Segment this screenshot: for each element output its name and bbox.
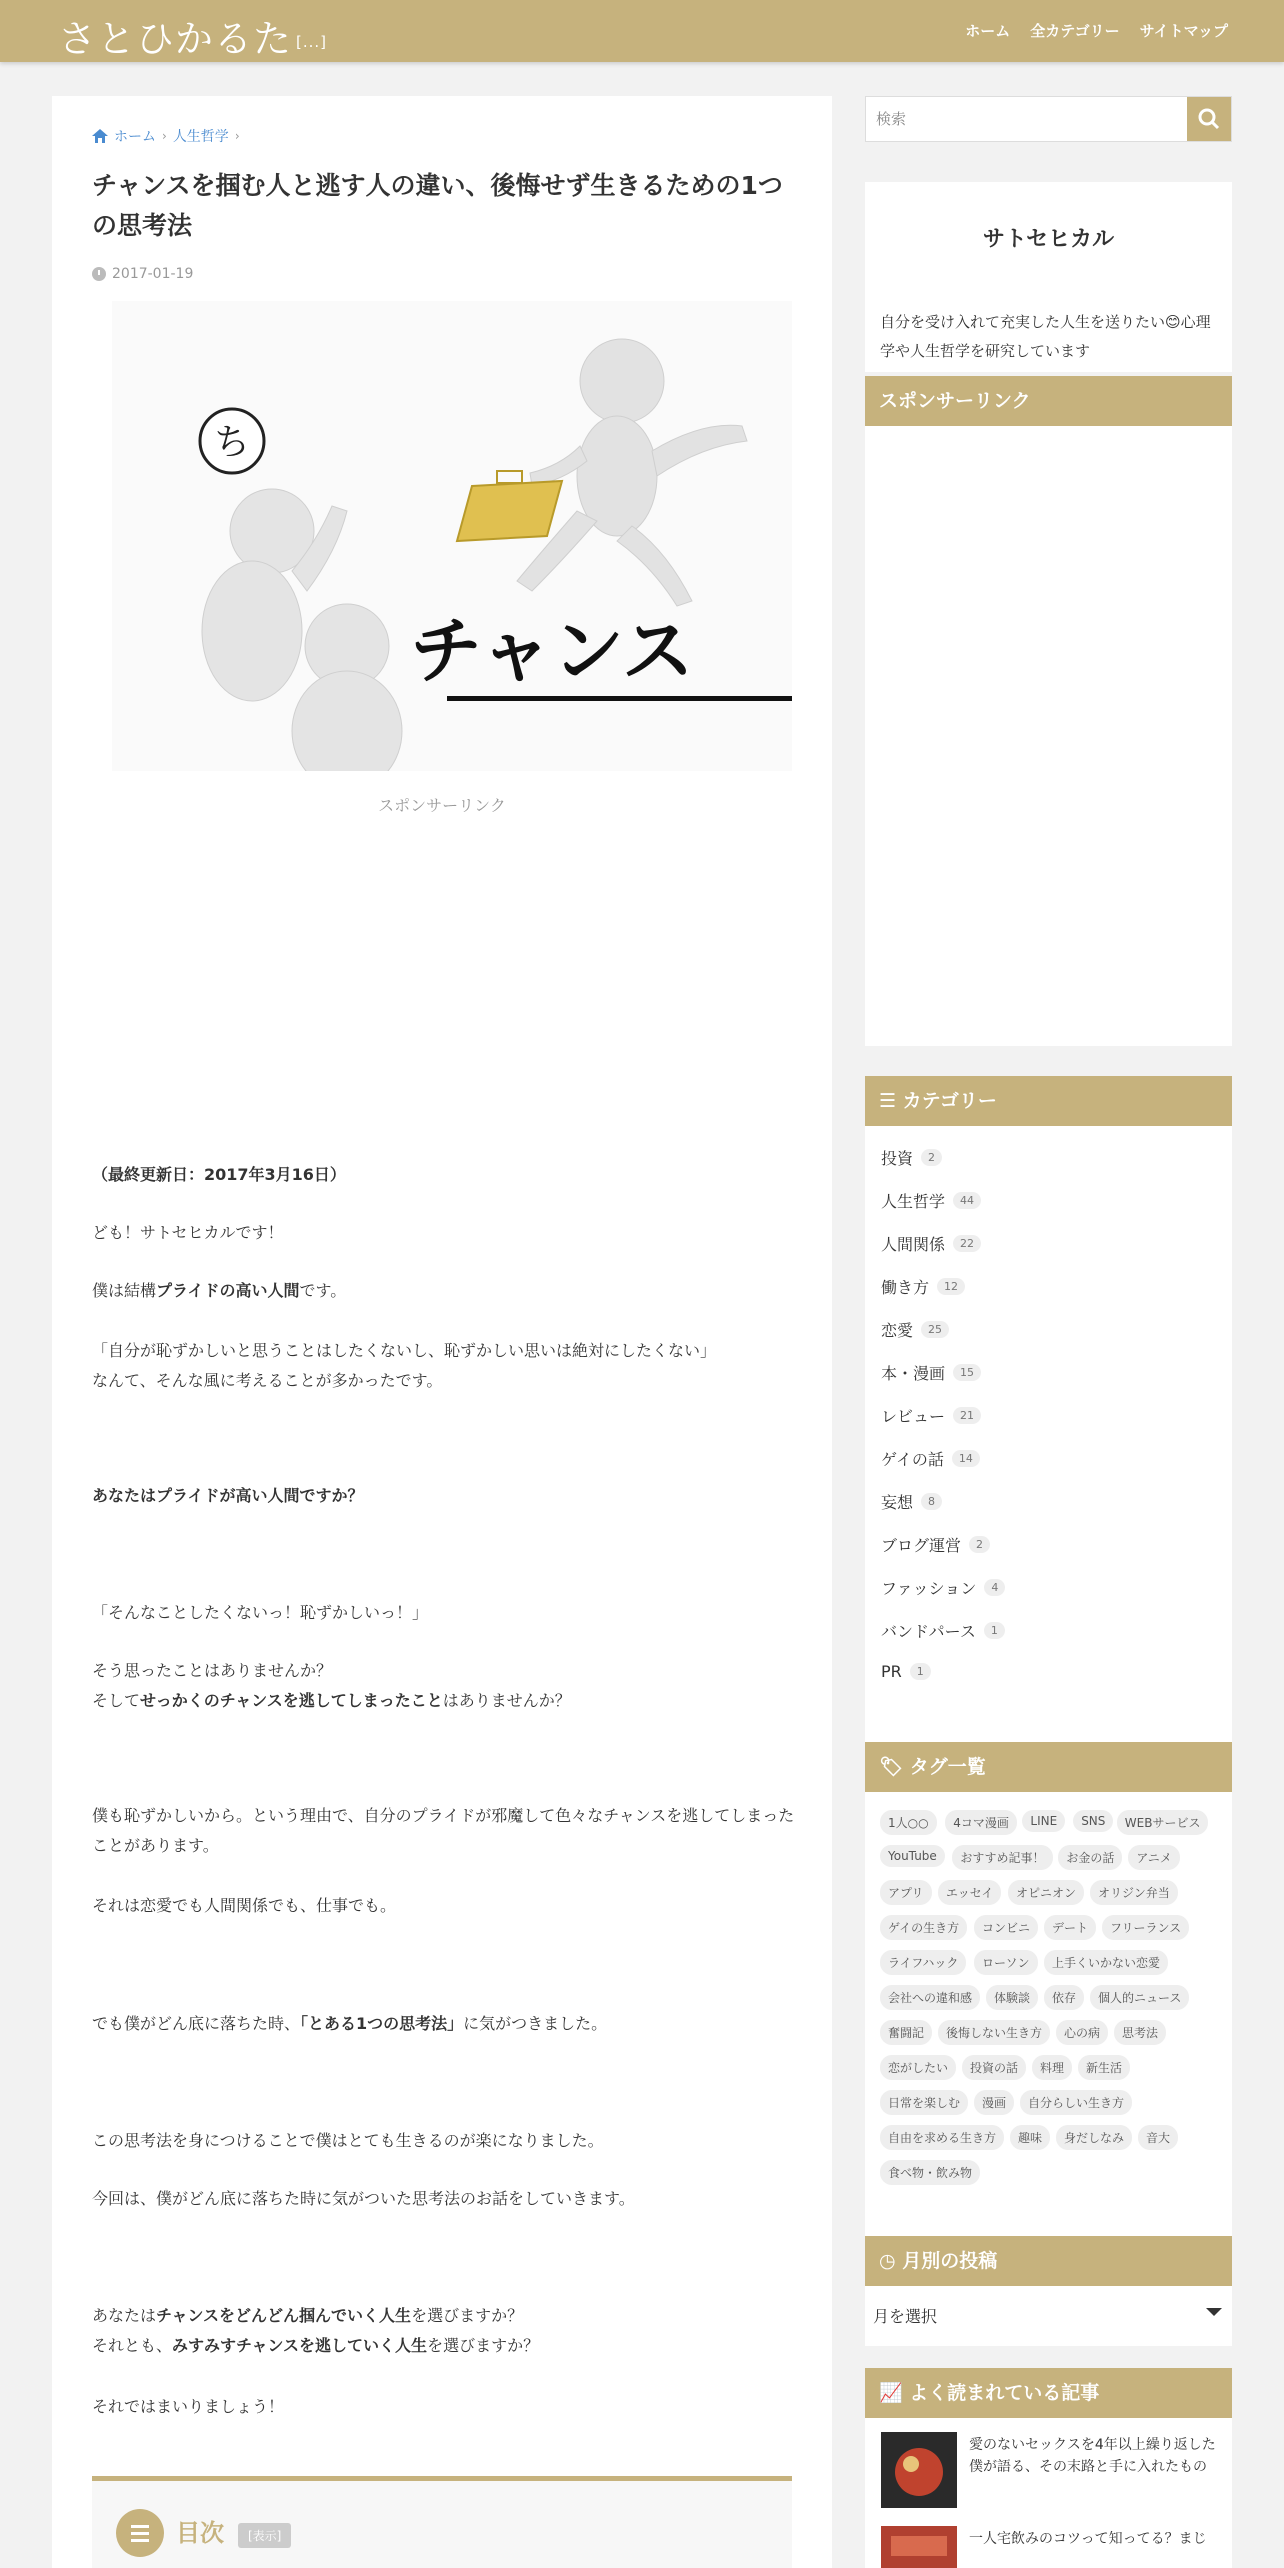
paragraph: 「自分が恥ずかしいと思うことはしたくないし、恥ずかしい思いは絶対にしたくない」 なんて、そんな風に考えることが多かったです。 xyxy=(92,1341,717,1391)
site-title[interactable] xyxy=(58,8,327,63)
tag-heading: 🏷 タグ一覧 xyxy=(865,1742,1232,1792)
search-input[interactable] xyxy=(866,97,1186,141)
updated-date: （最終更新日：2017年3月16日） xyxy=(92,1165,346,1184)
tag-item[interactable]: 4コマ漫画 xyxy=(945,1810,1017,1835)
svg-text:ち: ち xyxy=(213,422,251,463)
tag-item[interactable]: 個人的ニュース xyxy=(1090,1985,1189,2010)
search-icon xyxy=(1187,97,1231,141)
category-count: 2 xyxy=(921,1149,942,1166)
tag-item[interactable]: 恋がしたい xyxy=(880,2055,956,2080)
chevron-down-icon[interactable] xyxy=(1206,2308,1222,2316)
tag-item[interactable]: 心の病 xyxy=(1056,2020,1108,2045)
sponsor-heading: スポンサーリンク xyxy=(865,376,1232,426)
tag-item[interactable]: アニメ xyxy=(1128,1845,1179,1870)
category-name[interactable]: 恋愛 xyxy=(881,1321,914,1340)
category-name[interactable]: 人生哲学 xyxy=(881,1192,946,1211)
category-count: 12 xyxy=(937,1278,965,1295)
tag-item[interactable]: 上手くいかない恋愛 xyxy=(1044,1950,1168,1975)
profile-name: サトセヒカル xyxy=(982,227,1115,252)
tag-item[interactable]: 身だしなみ xyxy=(1056,2125,1132,2150)
category-count: 22 xyxy=(953,1235,981,1252)
tag-item[interactable]: 趣味 xyxy=(1010,2125,1050,2150)
tag-item[interactable]: 漫画 xyxy=(974,2090,1014,2115)
category-name[interactable]: バンドパース xyxy=(881,1622,976,1641)
tag-item[interactable]: 思考法 xyxy=(1114,2020,1166,2045)
category-item[interactable] xyxy=(881,1619,1005,1642)
popular-title[interactable]: 一人宅飲みのコツって知ってる？まじ xyxy=(969,2531,1207,2547)
category-name[interactable]: 働き方 xyxy=(881,1278,930,1297)
category-count: 8 xyxy=(921,1493,942,1510)
paragraph: この思考法を身につけることで僕はとても生きるのが楽になりました。 xyxy=(92,2131,604,2150)
tag-item[interactable]: 1人○○ xyxy=(880,1810,937,1835)
paragraph: 僕も恥ずかしいから。という理由で、自分のプライドが邪魔して色々なチャンスを逃してしまったことがあります。 xyxy=(92,1806,795,1856)
question-heading: あなたはプライドが高い人間ですか？ xyxy=(92,1486,364,1505)
nav-home[interactable]: ホーム xyxy=(965,22,1011,40)
home-icon xyxy=(92,129,108,143)
tag-item[interactable]: SNS xyxy=(1073,1810,1113,1832)
month-select[interactable]: 月を選択 xyxy=(873,2307,938,2326)
tag-item[interactable]: 体験談 xyxy=(986,1985,1038,2010)
tag-item[interactable]: 日常を楽しむ xyxy=(880,2090,968,2115)
tag-item[interactable]: 食べ物・飲み物 xyxy=(880,2160,980,2185)
category-item[interactable] xyxy=(881,1232,981,1255)
paragraph: そう思ったことはありませんか？ そしてせっかくのチャンスを逃してしまったことはありませんか？ xyxy=(92,1661,571,1711)
category-count: 4 xyxy=(984,1579,1005,1596)
paragraph: でも僕がどん底に落ちた時、「とある1つの思考法」に気がつきました。 xyxy=(92,2014,608,2033)
category-item[interactable] xyxy=(881,1490,942,1513)
tag-item[interactable]: 音大 xyxy=(1138,2125,1178,2150)
main-article xyxy=(52,96,832,2568)
ad-label: スポンサーリンク xyxy=(378,796,506,815)
site-header xyxy=(0,0,1284,62)
tag-item[interactable]: ローソン xyxy=(974,1950,1038,1975)
post-title: チャンスを掴む人と逃す人の違い、後悔せず生きるための1つの思考法 xyxy=(92,171,783,240)
tag-item[interactable]: ライフハック xyxy=(880,1950,966,1975)
breadcrumb-category[interactable]: 人生哲学 xyxy=(172,129,229,145)
search-form xyxy=(865,96,1232,142)
category-name[interactable]: レビュー xyxy=(881,1407,946,1426)
tag-item[interactable]: コンビニ xyxy=(974,1915,1038,1940)
category-item[interactable] xyxy=(881,1361,981,1384)
category-name[interactable]: ファッション xyxy=(881,1579,977,1598)
tags-icon: 🏷 xyxy=(879,1756,910,1778)
table-of-contents xyxy=(92,2476,792,2568)
tag-item[interactable]: YouTube xyxy=(880,1845,945,1867)
category-item[interactable] xyxy=(881,1404,981,1427)
site-title-deco: [...] xyxy=(296,32,328,51)
tag-item[interactable]: 自由を求める生き方 xyxy=(880,2125,1004,2150)
sponsor-ad-area xyxy=(865,426,1232,1046)
chi-badge xyxy=(200,409,264,473)
global-nav xyxy=(965,20,1228,41)
category-item[interactable] xyxy=(881,1576,1005,1599)
nav-all-categories[interactable]: 全カテゴリー xyxy=(1030,22,1120,40)
breadcrumb-home[interactable]: ホーム xyxy=(114,129,156,145)
category-name[interactable]: ゲイの話 xyxy=(881,1450,944,1469)
chance-text: チャンス xyxy=(410,609,694,693)
paragraph: ども！サトセヒカルです！ xyxy=(92,1223,284,1242)
list-icon xyxy=(116,2509,164,2557)
chart-icon: 📈 xyxy=(879,2382,910,2404)
tag-cloud xyxy=(865,1792,1232,2300)
popular-thumbnail xyxy=(881,2432,957,2508)
paragraph: あなたはチャンスをどんどん掴んでいく人生を選びますか？ それとも、みすみすチャンスを逃していく人生を選びますか？ xyxy=(92,2306,540,2356)
category-count: 1 xyxy=(910,1663,931,1680)
list-icon: ☰ xyxy=(879,1090,903,1112)
tag-item[interactable]: アプリ xyxy=(880,1880,932,1905)
tag-item[interactable]: 後悔しない生き方 xyxy=(938,2020,1050,2045)
tag-item[interactable]: オリジン弁当 xyxy=(1090,1880,1178,1905)
clock-icon: ◷ xyxy=(879,2250,903,2272)
archive-heading: ◷ 月別の投稿 xyxy=(865,2236,1232,2286)
tag-item[interactable]: 料理 xyxy=(1032,2055,1072,2080)
category-name[interactable]: 人間関係 xyxy=(881,1235,946,1254)
category-item[interactable] xyxy=(881,1275,965,1298)
category-count: 2 xyxy=(969,1536,990,1553)
tag-item[interactable]: 奮闘記 xyxy=(880,2020,932,2045)
chevron-right-icon: › xyxy=(162,129,167,143)
archive-widget xyxy=(865,2286,1232,2346)
category-count: 21 xyxy=(953,1407,981,1424)
clock-icon xyxy=(92,267,106,281)
tag-item[interactable]: 自分らしい生き方 xyxy=(1020,2090,1132,2115)
popular-item[interactable] xyxy=(881,2432,1221,2512)
category-count: 15 xyxy=(953,1364,981,1381)
tag-item[interactable]: 投資の話 xyxy=(962,2055,1026,2080)
category-item[interactable] xyxy=(881,1318,949,1341)
category-item[interactable] xyxy=(881,1533,990,1556)
site-title-text[interactable]: さとひかるた xyxy=(58,17,293,61)
tag-item[interactable]: 依存 xyxy=(1044,1985,1084,2010)
category-name[interactable]: ブログ運営 xyxy=(881,1536,962,1555)
popular-item[interactable] xyxy=(881,2526,1221,2568)
popular-thumbnail xyxy=(881,2526,957,2568)
category-name[interactable]: 投資 xyxy=(881,1149,914,1168)
paragraph: 僕は結構プライドの高い人間です。 xyxy=(92,1281,347,1300)
tag-item[interactable]: オピニオン xyxy=(1008,1880,1084,1905)
category-count: 1 xyxy=(984,1622,1005,1639)
post-date-text: 2017-01-19 xyxy=(112,266,194,282)
tag-item[interactable]: 会社への違和感 xyxy=(880,1985,980,2010)
category-count: 14 xyxy=(952,1450,980,1467)
tag-item[interactable]: 新生活 xyxy=(1078,2055,1130,2080)
popular-heading: 📈 よく読まれている記事 xyxy=(865,2368,1232,2418)
category-count: 25 xyxy=(921,1321,949,1338)
breadcrumb xyxy=(92,126,240,146)
eyecatch-image xyxy=(92,301,792,771)
search-button[interactable] xyxy=(1187,97,1231,141)
category-name[interactable]: PR xyxy=(881,1662,902,1681)
post-date xyxy=(92,266,193,282)
popular-list xyxy=(865,2418,1232,2568)
nav-sitemap[interactable]: サイトマップ xyxy=(1139,22,1228,40)
category-item[interactable] xyxy=(881,1662,931,1681)
profile-widget xyxy=(865,182,1232,372)
category-name[interactable]: 本・漫画 xyxy=(881,1364,946,1383)
chevron-right-icon: › xyxy=(234,129,240,143)
category-heading: ☰ カテゴリー xyxy=(865,1076,1232,1126)
toc-toggle-button[interactable]: [表示] xyxy=(238,2523,291,2548)
tag-item[interactable]: ゲイの生き方 xyxy=(880,1915,967,1940)
profile-description: 自分を受け入れて充実した人生を送りたい😊心理学や人生哲学を研究しています xyxy=(880,313,1211,360)
tag-item[interactable]: WEBサービス xyxy=(1117,1810,1209,1835)
popular-title[interactable]: 愛のないセックスを4年以上繰り返した僕が語る、その末路と手に入れたもの xyxy=(969,2437,1216,2476)
paragraph: 「そんなことしたくないっ！恥ずかしいっ！」 xyxy=(92,1603,429,1622)
category-list xyxy=(865,1126,1232,1746)
tag-item[interactable]: フリーランス xyxy=(1102,1915,1189,1940)
tag-item[interactable]: エッセイ xyxy=(938,1880,1001,1905)
paragraph: それは恋愛でも人間関係でも、仕事でも。 xyxy=(92,1896,397,1915)
tag-item[interactable]: おすすめ記事！ xyxy=(952,1845,1052,1870)
tag-item[interactable]: デート xyxy=(1044,1915,1096,1940)
category-name[interactable]: 妄想 xyxy=(881,1493,914,1512)
category-item[interactable] xyxy=(881,1146,942,1169)
category-count: 44 xyxy=(953,1192,981,1209)
paragraph: それではまいりましょう！ xyxy=(92,2397,285,2416)
tag-item[interactable]: お金の話 xyxy=(1058,1845,1122,1870)
tag-item[interactable]: LINE xyxy=(1022,1810,1065,1832)
category-item[interactable] xyxy=(881,1447,980,1470)
paragraph: 今回は、僕がどん底に落ちた時に気がついた思考法のお話をしていきます。 xyxy=(92,2189,635,2208)
toc-title: 目次 xyxy=(176,2519,224,2547)
category-item[interactable] xyxy=(881,1189,981,1212)
